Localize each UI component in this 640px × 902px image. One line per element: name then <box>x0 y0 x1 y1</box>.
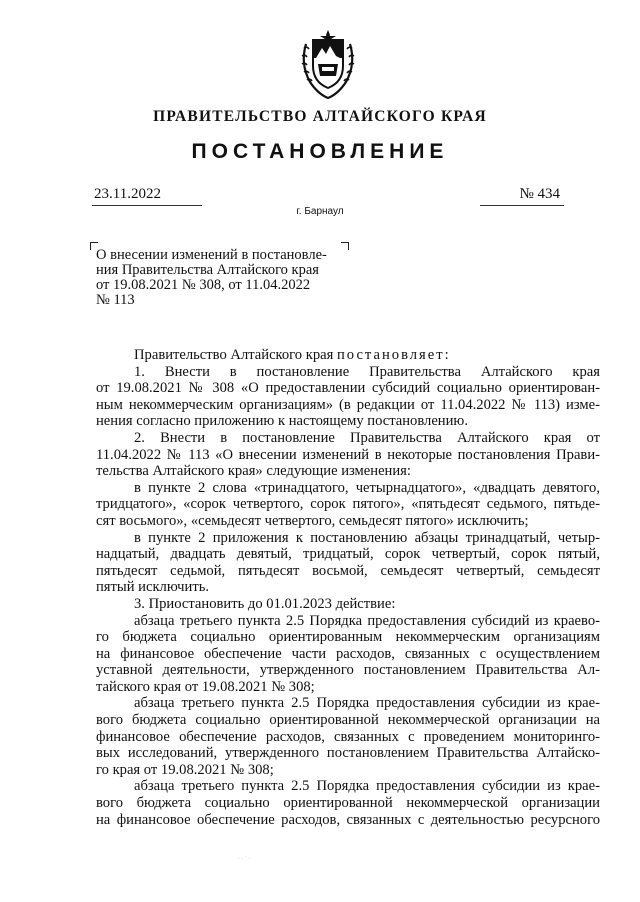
body-line: ным некоммерческим организациям» (в редакции от 11.04.2022 № 113) изме- <box>96 396 600 413</box>
body-line: от 19.08.2021 № 308 «О предоставлении субсидий социально ориентирован- <box>96 380 600 397</box>
body-line: нения согласно приложению к настоящему постановлению. <box>96 413 468 430</box>
body-line: вого бюджета социально ориентированной некоммерческой организации на <box>96 712 600 729</box>
body-line: пятый исключить. <box>96 579 210 596</box>
body-line: тридцатого», «сорок четвертого, сорок пятого», «пятьдесят седьмого, пятьде- <box>96 496 600 513</box>
body-line: вого бюджета социально ориентированной некоммерческой организации <box>96 795 600 812</box>
body-line: на финансовое обеспечение расходов, связанных с деятельностью ресурсного <box>96 811 600 828</box>
document-type-title: ПОСТАНОВЛЕНИЕ <box>191 140 449 163</box>
body-line: в пункте 2 приложения к постановлению абзацы тринадцатый, четыр- <box>134 529 600 546</box>
body-line: надцатый, двадцать девятый, тридцатый, сорок четвертый, сорок пятый, <box>96 546 600 563</box>
body-line: 2. Внести в постановление Правительства Алтайского края от <box>134 429 600 446</box>
body-line: финансовое обеспечение расходов, связанных с проведением мониторинго- <box>96 728 600 745</box>
body-line: сят восьмого», «семьдесят четвертого, семьдесят пятого» исключить; <box>96 512 529 529</box>
body-line: 3. Приостановить до 01.01.2023 действие: <box>134 595 396 612</box>
intro-verb: постановляет: <box>336 347 451 363</box>
body-line: тайского края от 19.08.2021 № 308; <box>96 678 315 695</box>
body-line: тельства Алтайского края» следующие изменения: <box>96 463 411 480</box>
body-line: абзаца третьего пункта 2.5 Порядка предоставления субсидии из крае- <box>134 695 600 712</box>
body-line: на финансовое обеспечение части расходов, связанных с осуществлением <box>96 645 600 662</box>
subject-line: ния Правительства Алтайского края <box>96 262 319 278</box>
body-line: 11.04.2022 № 113 «О внесении изменений в некоторые постановления Прави- <box>96 446 600 463</box>
body-line: абзаца третьего пункта 2.5 Порядка предоставления субсидий из краево- <box>134 612 600 629</box>
subject-line: от 19.08.2021 № 308, от 11.04.2022 <box>96 277 311 293</box>
document-number: № 434 <box>519 186 560 202</box>
government-title: ПРАВИТЕЛЬСТВО АЛТАЙСКОГО КРАЯ <box>153 108 487 125</box>
document-date: 23.11.2022 <box>94 186 161 202</box>
scan-artifact: · · ˙ · <box>238 856 251 862</box>
body-line: го бюджета социально ориентированным некоммерческим организациям <box>96 629 600 646</box>
document-body <box>96 347 600 828</box>
body-line: абзаца третьего пункта 2.5 Порядка предоставления субсидии из крае- <box>134 778 600 795</box>
intro-lead: Правительство Алтайского края <box>134 347 337 363</box>
altai-krai-coat-of-arms-icon <box>296 28 360 100</box>
document-city: г. Барнаул <box>296 206 344 217</box>
intro-line <box>96 347 600 364</box>
body-line: го края от 19.08.2021 № 308; <box>96 761 274 778</box>
body-line: вых исследований, утвержденного постановлением Правительства Алтайско- <box>96 745 600 762</box>
body-line: уставной деятельности, утвержденного постановлением Правительства Ал- <box>96 662 600 679</box>
body-line: в пункте 2 слова «тринадцатого, четырнадцатого», «двадцать девятого, <box>134 479 600 496</box>
body-line: пятьдесят седьмой, пятьдесят восьмой, семьдесят четвертый, семьдесят <box>96 562 600 579</box>
body-line: 1. Внести в постановление Правительства Алтайского края <box>134 363 600 380</box>
subject-line: О внесении изменений в постановле- <box>96 247 327 263</box>
document-subject <box>96 248 346 308</box>
subject-line: № 113 <box>96 292 135 308</box>
